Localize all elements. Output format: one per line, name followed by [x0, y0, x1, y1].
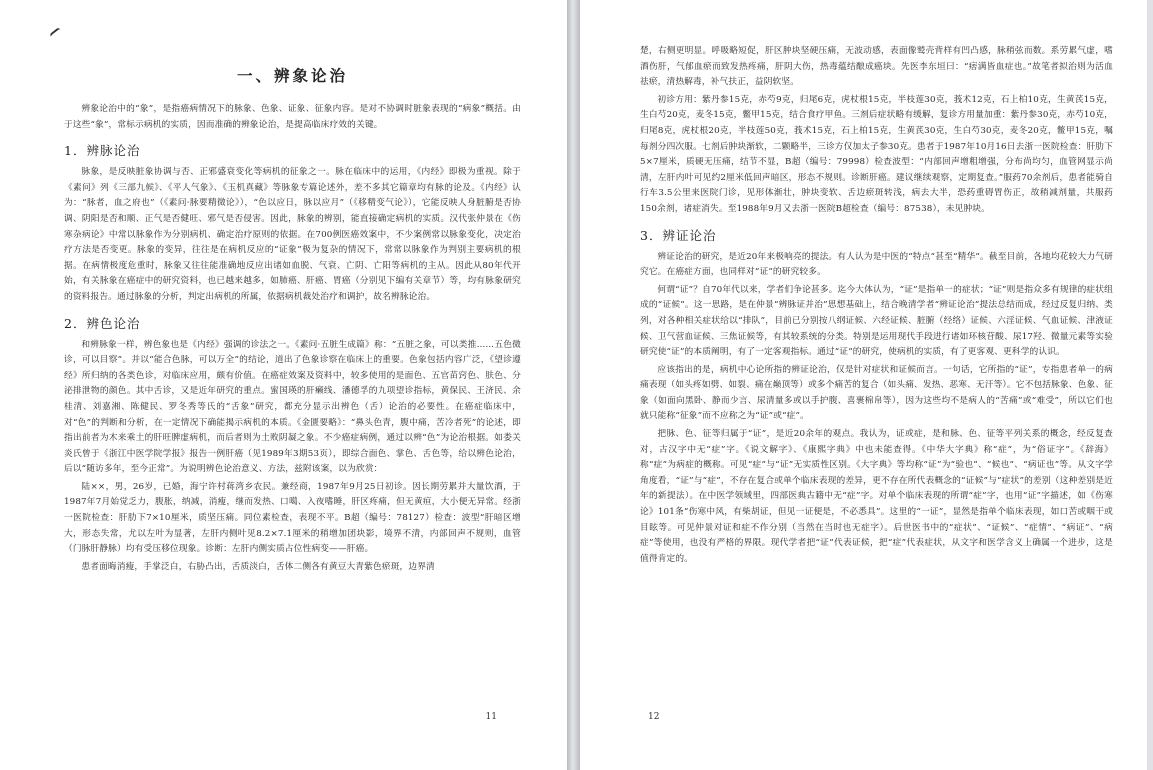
section-heading-color: 2．辨色论治: [64, 315, 141, 331]
page-number-left: 11: [485, 712, 497, 722]
book-page-left: [0, 0, 567, 770]
color-paragraph-1: 和辨脉象一样，辨色象也是《内经》强调的诊法之一。《素问·五脏生成篇》称：“五脏之象，可以类推……五色微诊，可以目察”。并以“能合色脉，可以万全”的结论，道出了色象诊察在临床上的重要。色象包括内容广泛，《望诊遵经》所归纳的各类色诊，对临床应用，颇有价值。在癌症效案及资料中，较多使用的是面色、五官苗窍色、肤色、分泌排泄物的颜色。其中舌诊，又是近年研究的重点。蜜国瑛的肝癞线、潘德孚的九项望诊指标，黄保民、王济民、余桂清、刘嘉湘、陈健民、罗冬秀等氏的“舌象”研究，都充分显示出辨色（舌）论治的必要性。在癌症临床中，对“色”的判断和分析，在一定情况下确能揭示病机的本质。《金匮要略》：“鼻头色青，腹中痛，苦冷者死”的论述，即指出前者为木来乘土的肝旺脾虚病机，而后者则为土败阴凝之象。不少癌症病例，通过以辨“色”为论治根据。如娄关炎氏曾于《浙江中医学院学报》报告一例肝癌（见1989年3期53页），即综合面色、掌色、舌色等，给以辨色论治，后以“随访多年，至今正常”。为说明辨色论治意义、方法，兹附该案，以为欣赏：: [64, 339, 521, 475]
pen-mark: [49, 27, 63, 40]
case-continuation: 楚，右侧更明显。呼吸略短促，肝区肿块坚硬压痛，无波动感，表面像鹫壳背样有凹凸感，脉稍弦而数。系劳累气虚，嗜酒伤肝，气郁血瘀而致发热疼痛，肝阴大伤，热毒蕴结酿成癌块。先医李东垣曰：“痞满皆血症也。”故笔者拟治则为活血祛瘀，清热解毒，补气扶正，益阴软坚。: [640, 46, 1113, 88]
chapter-title: 一、辨象论治: [236, 66, 348, 85]
prescription-paragraph: 初诊方用：紫丹参15克，赤芍9克，归尾6克，虎杖根15克，半枝莲30克，莪术12克，石上柏10克，生黄芪15克，生白芍20克，麦冬15克，鳖甲15克，结合食疗甲鱼。三剂后症状略有缓解，复诊方用量加重：紫丹参30克，赤芍10克，归尾8克，虎杖根20克，半枝莲50克，莪术15克，石上柏15克，生黄芪30克，生白芍30克，麦冬20克，鳖甲15克，嘱每剂分四次服。七剂后肿块渐软，二颗略半，三诊方仅加太子参30克。患者于1987年10月16日去浙一医院检查：肝肋下5×7厘米，质硬无压痛，结节不显，B超（编号：79998）检查波型：“内部回声增粗增强，分布尚均匀，血管网显示尚清，左肝内叶可见约2厘米低回声暗区，形态不规则。诊断肝癌。建议继续观察，定期复查。”服药70余剂后，患者能骑自行车3.5公里来医院门诊，见形体渐壮，肿块变软、舌边瘀斑转浅，病去大半，恐药重碍胃伤正，故稍减剂量，共服药150余剂，诸症消失。至1988年9月又去浙一医院B超检查（编号：87538），未见肿块。: [640, 94, 1113, 214]
book-page-right: [580, 0, 1153, 770]
case-paragraph: 陆××，男，26岁，已婚，海宁许村蒋湾乡农民。兼经商，1987年9月25日初诊。因长期劳累并大量饮酒，于1987年7月始觉乏力，腹胀，纳减，消瘦，继而发热、口噶、入夜嗜睡，肝区疼痛，但无黄疸，大小便无异常。经浙一医院检查：肝肋下7×10厘米，质坚压痛。同位素检查，表现不平。B超（编号：78127）检查：波型“肝暗区增大，形态失常，尤以左叶为显著，左肝内侧叶见8.2×7.1厘米的稍增加团块影，境界不清，内部回声不规则，血管（门脉肝静脉）均有受压移位现象。诊断：左肝内侧实质占位性病变——肝癌。: [64, 481, 521, 555]
syndrome-paragraph-1: 辨证论治的研究，是近20年来极响亮的提法。有人认为是中医的“特点”甚至“精华”。截至目前，各地均花较大力气研究它。在癌症方面，也同样对“证”的研究较多。: [640, 251, 1113, 278]
section-heading-pulse: 1．辨脉论治: [64, 143, 141, 159]
section-heading-syndrome: 3．辨证论治: [640, 227, 717, 243]
syndrome-paragraph-2: 何谓“证”？自70年代以来，学者们争论甚多。迄今大体认为，“证”是指单一的症状；“证”则是指众多有规律的症状组成的“证候”。这一思路，是在仲景“辨脉证并治”思想基础上，结合晚清学者“辨证论治”提法总结而成，经过反复归纳、类列，对各种相关症状给以“排队”，目前已分别按八纲证候、六经证候、脏腑（经络）证候、六淫证候、气血证候、津液证候、卫气营血证候、三焦证候等，有其较系统的分类。特别是运用现代手段进行诸如环核苷酸、尿17羟、微量元素等实验研究使“证”的本质阐明，有了一定客观指标。通过“证”的研究，使病机的实质，有了更客观、更科学的认识。: [640, 284, 1113, 358]
intro-paragraph: 辨象论治中的“象”，是指癌病情况下的脉象、色象、证象、征象内容。是对不协调时脏象表现的“病象”概括。由于这些“象”，常标示病机的实质，因而准确的辨象论治，是提高临床疗效的关键。: [64, 104, 521, 130]
scrollbar[interactable]: [1147, 0, 1153, 770]
syndrome-paragraph-3: 应该指出的是，病机中心论所指的辨证论治，仅是针对症状和证候而言。一句话，它所指的“证”，专指患者单一的病痛表现（如头疼如劈、如裂、痛在巅顶等）或多个痛苦的复合（如头痛、发热、恶寒、无汗等）。它不包括脉象、色象、征象（如面向黑卧、静而少言、尿清量多或以手护腹、喜裹棉帛等），因为这些均不是病人的“苦痛”或“难受”，所以它们也就只能称“征象”而不应称之为“证”或“症”。: [640, 364, 1113, 422]
pulse-paragraph: 脉象，是反映脏象协调与否、正邪盛衰变化等病机的征象之一。脉在临床中的运用，《内经》即极为重视。除于《素问》列《三部九候》、《平人气象》、《玉机真藏》等脉象专篇论述外，差不多其它篇章均有脉的论及。《内经》认为：“脉者，血之府也”（《素问·脉要精微论》），“色以应日，脉以应月”（《移精变气论》），它能反映人身脏腑是否协调、阴阳是否和顺、正气是否健旺、邪气是否侵害。因此，脉象的辨别，能直接确定病机的实质。汉代张仲景在《伤寒杂病论》中常以脉象作为分别病机、确定治疗原则的依据。在700例医癌效案中，不少案例常以脉象变化，决定治疗方法是否变更。脉象的变异，往往是在病机反应的“证象”极为复杂的情况下，常常以脉象作为判别主要病机的根据。在病情极度危重时，脉象又往往能准确地反应出诸如血脱、气衰、亡阴、亡阳等病机的主从。因此从80年代开始，有关脉象在癌症中的研究资料，也已越来越多，如肺癌、肝癌、胃癌（分别见下编有关章节）等，均有脉象研究的资料报告。通过脉象的分析，判定出病机的所属，依据病机裁处治疗和调护，故名辨脉论治。: [64, 167, 521, 302]
case-paragraph-2: 患者面晦消瘦，手掌泛白，右胁凸出，舌质淡白，舌体二侧各有黄豆大青紫色瘀斑，边界清: [81, 561, 435, 572]
book-gutter: [567, 0, 580, 770]
syndrome-paragraph-4: 把脉、色、征等归属于“证”，是近20余年的观点。我认为，证或症，是和脉、色、征等平列关系的概念，经反复查对，古汉字中无“症”字。《说文解字》、《康熙字典》中也未能查得。《中华大字典》称“症”，为“俗证字”。《辞海》称“症”为病症的概称。可见“症”与“证”无实质性区别。《大字典》等均称“证”为“验也”、“候也”、“病证也”等。从文字学角度看，“证”与“症”，不存在复合或单个临床表现的差异，更不存在所代表概念的“证候”与“症状”的差别（这种差别是近年的新提法）。在中医学领域里，四部医典古籍中无“症”字。对单个临床表现的所谓“症”字，也用“证”字描述，如《伤寒论》101条“伤寒中风，有柴胡证，但见一证便是，不必悉具”。这里的“一证”，显然是指单个临床表现，如口苦或咽干或目眩等。可见仲景对证和症不作分别（当然在当时也无症字）。后世医书中的“症状”、“证候”、“症情”、“病证”、“病症”等使用，也没有严格的界限。现代学者把“证”代表证候，把“症”代表症状，从文字和医学含义上确属一个进步，这是值得肯定的。: [640, 429, 1113, 564]
page-number-right: 12: [648, 712, 660, 722]
